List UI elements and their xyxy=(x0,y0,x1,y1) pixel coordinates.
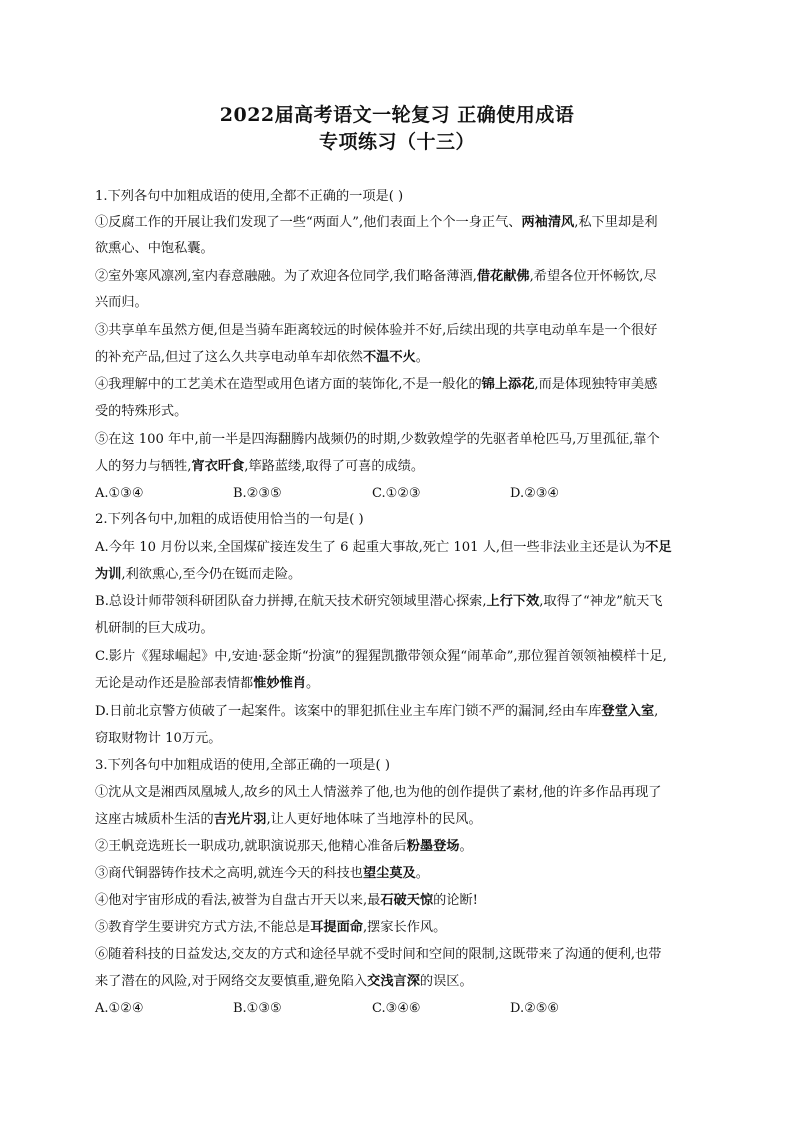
bold-idiom: 登堂入室 xyxy=(601,704,655,719)
bold-idiom: 耳提面命 xyxy=(310,920,363,935)
bold-idiom: 锦上添花 xyxy=(481,377,535,392)
q3-sentence-6-cont: 来了潜在的风险,对于网络交友要慎重,避免陷入交浅言深的误区。 xyxy=(95,974,473,989)
bold-idiom: 惟妙惟肖 xyxy=(253,676,306,691)
q3-sentence-3: ③商代铜器铸作技术之高明,就连今天的科技也望尘莫及。 xyxy=(95,866,429,881)
q1-option-c: C.①②③ xyxy=(372,486,421,501)
q1-option-d: D.②③④ xyxy=(510,486,560,501)
q1-sentence-2: ②室外寒风凛冽,室内春意融融。为了欢迎各位同学,我们略备薄酒,借花献佛,希望各位开怀畅饮,尽 xyxy=(95,269,657,284)
q3-sentence-6: ⑥随着科技的日益发达,交友的方式和途径早就不受时间和空间的限制,这既带来了沟通的便利,也带 xyxy=(95,947,662,962)
page-subtitle: 专项练习（十三） xyxy=(318,131,475,153)
q2-option-c-cont: 无论是动作还是脸部表情都惟妙惟肖。 xyxy=(95,676,320,691)
q1-sentence-1-cont: 欲熏心、中饱私囊。 xyxy=(95,241,214,256)
bold-idiom: 石破天惊 xyxy=(380,893,434,908)
q3-sentence-5: ⑤教育学生要讲究方式方法,不能总是耳提面命,摆家长作风。 xyxy=(95,920,447,935)
q1-sentence-4-cont: 受的特殊形式。 xyxy=(95,404,188,419)
q3-sentence-1-cont: 这座古城质朴生活的吉光片羽,让人更好地体味了当地淳朴的民风。 xyxy=(95,812,482,827)
q1-option-a: A.①③④ xyxy=(95,486,144,501)
q2-option-d: D.日前北京警方侦破了一起案件。该案中的罪犯抓住业主车库门锁不严的漏洞,经由车库登堂入室, xyxy=(95,704,659,719)
bold-idiom: 为训 xyxy=(95,567,122,582)
q3-sentence-4: ④他对宇宙形成的看法,被誉为自盘古开天以来,最石破天惊的论断! xyxy=(95,893,478,908)
q2-option-a: A.今年 10 月份以来,全国煤矿接连发生了 6 起重大事故,死亡 101 人,但一些非法业主还是认为不足 xyxy=(95,540,672,555)
bold-idiom: 两袖清风 xyxy=(521,215,575,230)
q1-sentence-5: ⑤在这 100 年中,前一半是四海翻腾内战频仍的时期,少数敦煌学的先驱者单枪匹马,万里孤征,靠个 xyxy=(95,432,660,447)
q3-stem: 3.下列各句中加粗成语的使用,全部正确的一项是( ) xyxy=(95,758,391,773)
bold-idiom: 借花献佛 xyxy=(476,269,530,284)
q2-option-a-cont: 为训,利欲熏心,至今仍在铤而走险。 xyxy=(95,567,302,582)
q2-option-d-cont: 窃取财物计 10万元。 xyxy=(95,731,222,746)
bold-idiom: 宵衣旰食 xyxy=(191,459,245,474)
bold-idiom: 吉光片羽 xyxy=(213,812,267,827)
q1-sentence-3: ③共享单车虽然方便,但是当骑车距离较远的时候体验并不好,后续出现的共享电动单车是一个很好 xyxy=(95,323,658,338)
q3-sentence-1: ①沈从文是湘西凤凰城人,故乡的风土人情滋养了他,也为他的创作提供了素材,他的许多作品再现了 xyxy=(95,785,662,800)
q1-sentence-5-cont: 人的努力与牺牲,宵衣旰食,筚路蓝缕,取得了可喜的成绩。 xyxy=(95,459,425,474)
page-title: 2022届高考语文一轮复习 正确使用成语 xyxy=(219,104,575,126)
q1-sentence-2-cont: 兴而归。 xyxy=(95,295,148,310)
q3-option-b: B.①③⑤ xyxy=(233,1001,282,1016)
q3-option-c: C.③④⑥ xyxy=(372,1001,421,1016)
bold-idiom: 不温不火 xyxy=(362,350,416,365)
bold-idiom: 交浅言深 xyxy=(367,974,420,989)
bold-idiom: 不足 xyxy=(645,540,672,555)
q3-option-d: D.②⑤⑥ xyxy=(510,1001,560,1016)
q3-option-a: A.①②④ xyxy=(95,1001,144,1016)
bold-idiom: 望尘莫及 xyxy=(362,866,416,881)
q3-sentence-2: ②王帆竞选班长一职成功,就职演说那天,他精心准备后粉墨登场。 xyxy=(95,839,473,854)
q1-sentence-3-cont: 的补充产品,但过了这么久共享电动单车却依然不温不火。 xyxy=(95,350,429,365)
q1-sentence-1: ①反腐工作的开展让我们发现了一些“两面人”,他们表面上个个一身正气、两袖清风,私下里却是利 xyxy=(95,215,658,230)
q1-stem: 1.下列各句中加粗成语的使用,全都不正确的一项是( ) xyxy=(95,189,404,204)
bold-idiom: 粉墨登场 xyxy=(406,839,460,854)
q2-option-b: B.总设计师带领科研团队奋力拼搏,在航天技术研究领域里潜心探索,上行下效,取得了“神龙”航天飞 xyxy=(95,594,663,609)
q1-sentence-4: ④我理解中的工艺美术在造型或用色诸方面的装饰化,不是一般化的锦上添花,而是体现独特审美感 xyxy=(95,377,658,392)
bold-idiom: 上行下效 xyxy=(486,594,540,609)
q1-option-b: B.②③⑤ xyxy=(233,486,282,501)
q2-stem: 2.下列各句中,加粗的成语使用恰当的一句是( ) xyxy=(95,512,364,527)
q2-option-b-cont: 机研制的巨大成功。 xyxy=(95,621,214,636)
q2-option-c: C.影片《猩球崛起》中,安迪·瑟金斯“扮演”的猩猩凯撒带领众猩“闹革命”,那位猩首领领袖模样十足, xyxy=(95,649,667,664)
